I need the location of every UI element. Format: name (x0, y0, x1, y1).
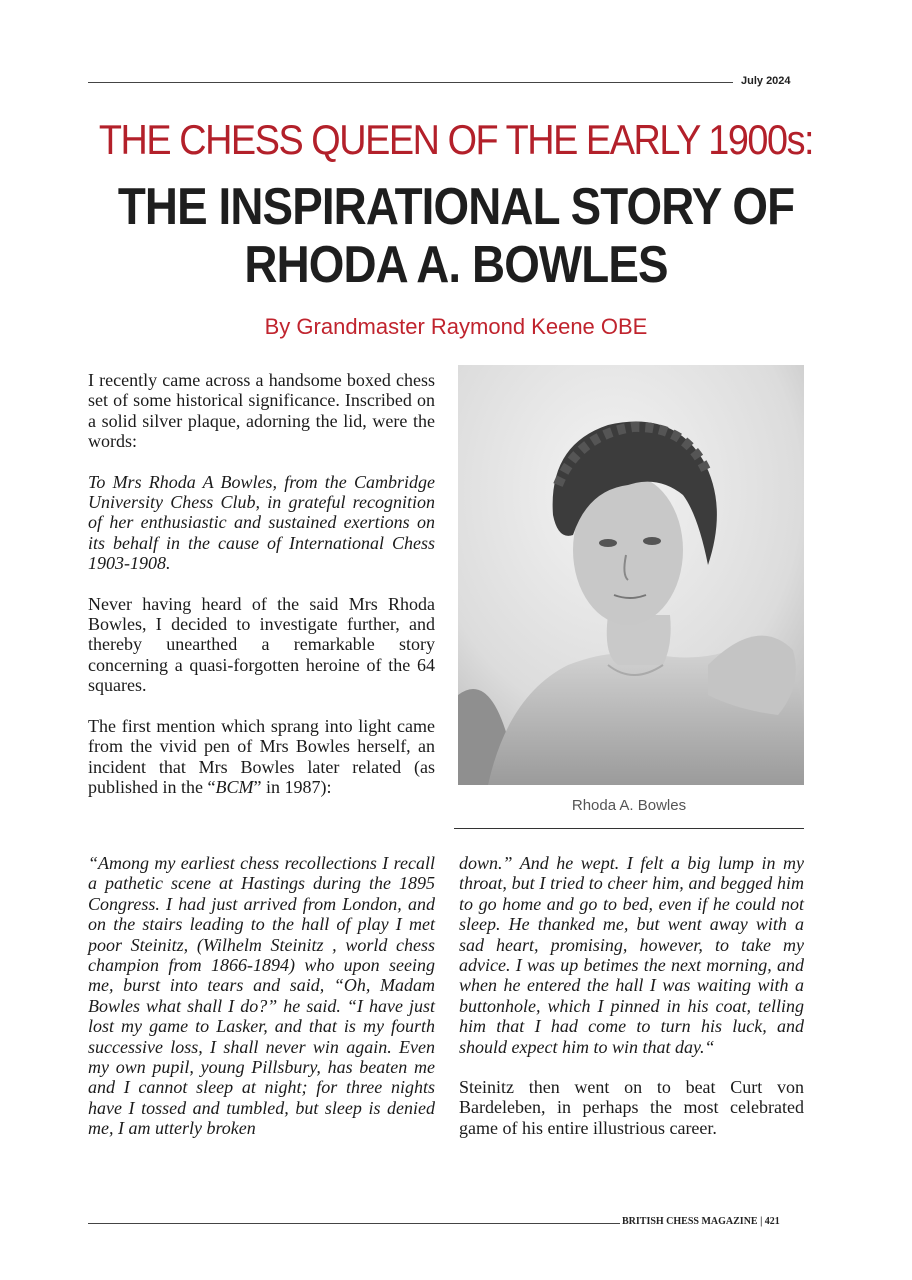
intro-paragraph-1: I recently came across a handsome boxed chess set of some historical significance. Inscribed on a solid silver plaque, adorning the lid, were the words: (88, 370, 435, 452)
closing-paragraph: Steinitz then went on to beat Curt von Bardeleben, in perhaps the most celebrated game of his entire illustrious career. (459, 1077, 804, 1138)
intro-paragraph-2: Never having heard of the said Mrs Rhoda Bowles, I decided to investigate further, and thereby unearthed a remarkable story concerning a quasi-forgotten heroine of the 64 squares. (88, 593, 435, 696)
p3-text-a: The first mention which sprang into light came from the vivid pen of Mrs Bowles herself, an incident that Mrs Bowles later related (as published in the “ (88, 715, 435, 797)
title-kicker: THE CHESS QUEEN OF THE EARLY 1900s: (98, 116, 814, 163)
portrait-photo (458, 365, 804, 785)
page-title (55, 178, 858, 294)
intro-paragraph-3 (88, 716, 435, 798)
right-column (459, 853, 804, 1158)
issue-date: July 2024 (741, 75, 791, 87)
bcm-title: BCM (215, 776, 254, 797)
title-line-2: RHODA A. BOWLES (244, 236, 668, 294)
page-footer: BRITISH CHESS MAGAZINE | 421 (622, 1216, 780, 1227)
header-rule (88, 82, 733, 83)
photo-caption: Rhoda A. Bowles (571, 797, 687, 814)
footer-rule (88, 1223, 620, 1224)
caption-rule (454, 828, 804, 829)
p3-text-b: ” in 1987): (253, 776, 332, 797)
portrait-image (458, 365, 804, 785)
byline: By Grandmaster Raymond Keene OBE (264, 314, 648, 339)
plaque-inscription: To Mrs Rhoda A Bowles, from the Cambridge University Chess Club, in grateful recognition of her enthusiastic and sustained exertions on its behalf in the cause of International Chess 1903-1908. (88, 471, 435, 574)
title-line-1: THE INSPIRATIONAL STORY OF (117, 178, 795, 236)
intro-column (88, 370, 435, 817)
quote-right: down.” And he wept. I felt a big lump in my throat, but I tried to cheer him, and begged him to go home and go to bed, even if he could not sleep. He thanked me, but went away with a sad heart, promising, however, to take my advice. I was up betimes the next morning, and when he entered the hall I was waiting with a buttonhole, which I pinned in his coat, telling him that I had come to turn his luck, and should expect him to win that day.“ (459, 853, 804, 1057)
quote-left: “Among my earliest chess recollections I recall a pathetic scene at Hastings during the 1895 Congress. I had just arrived from London, and on the stairs leading to the hall of play I met poor Steinitz, (Wilhelm Steinitz , world chess champion from 1866-1894) who upon seeing me, burst into tears and said, “Oh, Madam Bowles what shall I do?” he said. “I have just lost my game to Lasker, and that is my fourth successive loss, I shall never win again. Even my own pupil, young Pillsbury, has beaten me and I cannot sleep at night; for three nights have I tossed and tumbled, but sleep is denied me, I am utterly broken (88, 853, 435, 1139)
